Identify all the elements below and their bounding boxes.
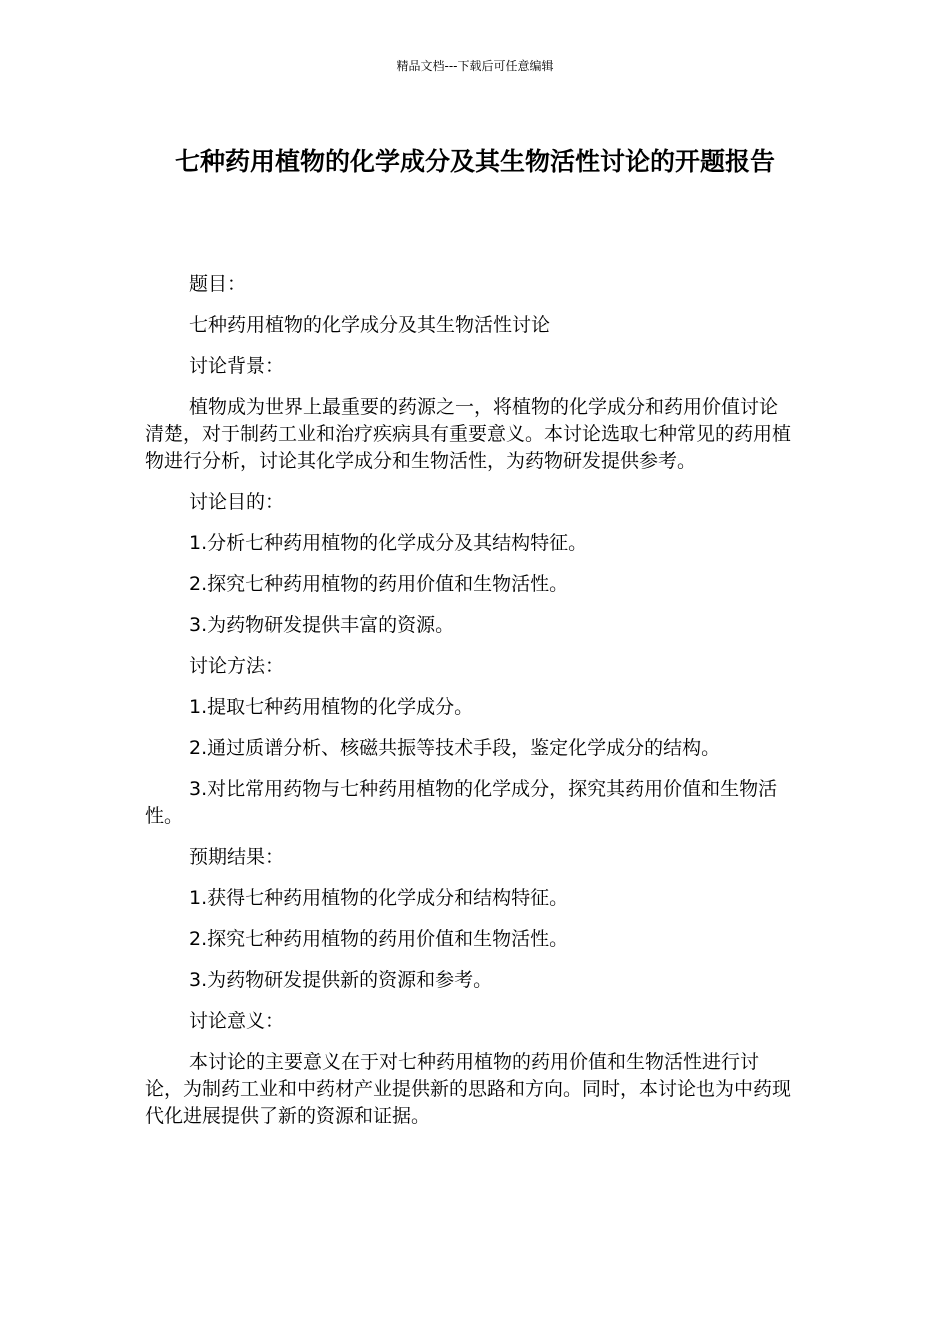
background-text: 植物成为世界上最重要的药源之一，将植物的化学成分和药用价值讨论清楚，对于制药工业和治疗疾病具有重要意义。本讨论选取七种常见的药用植物进行分析，讨论其化学成分和生物活性，为药物研发提供参考。 [145,396,792,472]
purpose-item-2: 2.探究七种药用植物的药用价值和生物活性。 [189,573,569,595]
purpose-item-3: 3.为药物研发提供丰富的资源。 [189,614,455,636]
method-item-2: 2.通过质谱分析、核磁共振等技术手段，鉴定化学成分的结构。 [189,737,721,759]
expected-item-1: 1.获得七种药用植物的化学成分和结构特征。 [189,887,569,909]
header-note: 精品文档---下载后可任意编辑 [396,59,554,73]
section-label-purpose: 讨论目的： [189,491,285,513]
section-label-background: 讨论背景： [189,355,285,377]
section-label-method: 讨论方法： [189,655,285,677]
section-label-topic: 题目： [189,273,247,295]
section-label-significance: 讨论意义： [189,1010,285,1032]
document-body [145,271,795,1144]
section-label-expected: 预期结果： [189,846,285,868]
method-item-1: 1.提取七种药用植物的化学成分。 [189,696,474,718]
expected-item-3: 3.为药物研发提供新的资源和参考。 [189,969,493,991]
significance-text: 本讨论的主要意义在于对七种药用植物的药用价值和生物活性进行讨论，为制药工业和中药材产业提供新的思路和方向。同时，本讨论也为中药现代化进展提供了新的资源和证据。 [145,1051,792,1127]
topic-text: 七种药用植物的化学成分及其生物活性讨论 [189,314,551,336]
document-title: 七种药用植物的化学成分及其生物活性讨论的开题报告 [174,147,775,176]
method-item-3: 3.对比常用药物与七种药用植物的化学成分，探究其药用价值和生物活性。 [145,778,778,827]
expected-item-2: 2.探究七种药用植物的药用价值和生物活性。 [189,928,569,950]
purpose-item-1: 1.分析七种药用植物的化学成分及其结构特征。 [189,532,588,554]
